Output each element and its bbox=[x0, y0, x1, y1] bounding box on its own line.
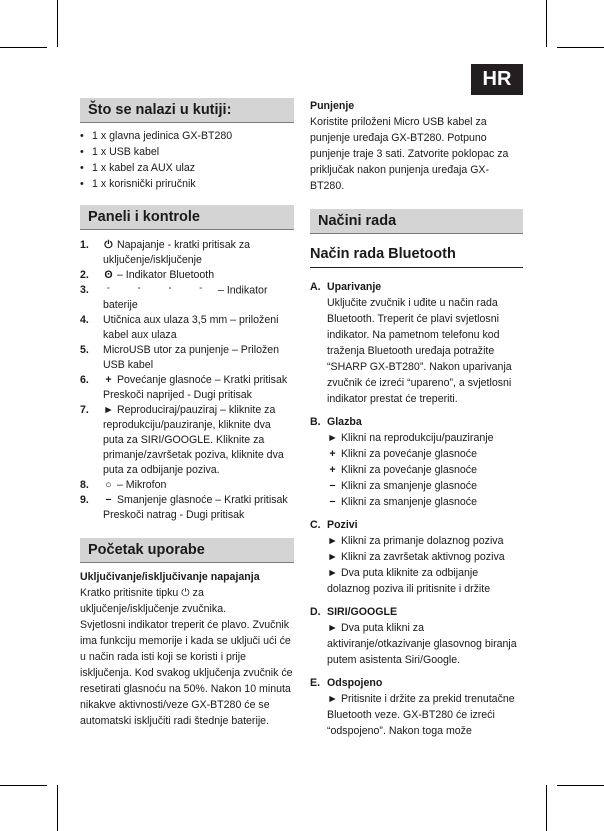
action-text: Klikni na reprodukciju/pauziranje bbox=[340, 432, 494, 444]
action-icon: + bbox=[329, 464, 336, 476]
music-list bbox=[327, 430, 523, 510]
box-item: • 1 x USB kabel bbox=[80, 144, 294, 160]
left-column bbox=[80, 98, 294, 729]
action-icon: ► bbox=[327, 432, 338, 444]
music-title: Glazba bbox=[327, 416, 362, 428]
charging-title: Punjenje bbox=[310, 100, 355, 112]
panel-item bbox=[80, 403, 294, 478]
action-row bbox=[327, 494, 523, 510]
action-icon: ► bbox=[327, 551, 338, 563]
calls-list bbox=[327, 533, 523, 597]
action-icon: − bbox=[329, 496, 336, 508]
control-icon: − bbox=[105, 494, 112, 507]
action-row bbox=[327, 462, 523, 478]
siri-title: SIRI/GOOGLE bbox=[327, 606, 398, 618]
panel-item-text: Napajanje - kratki pritisak za uključenje/isključenje bbox=[103, 239, 251, 266]
panel-item-text: – Mikrofon bbox=[116, 479, 167, 492]
panel-item bbox=[80, 478, 294, 493]
panel-item-number: 8. bbox=[80, 479, 89, 492]
charging-text: Koristite priloženi Micro USB kabel za punjenje uređaja GX-BT280. Potpuno punjenje traje 3 sati. Zatvorite poklopac za priključak nakon punjenja uređaja GX-BT280. bbox=[310, 116, 509, 192]
panels-heading: Paneli i kontrole bbox=[80, 205, 294, 230]
box-contents-list bbox=[80, 128, 294, 192]
modes-heading: Načini rada bbox=[310, 209, 523, 234]
battery-leds-icon: ° ° ° ° bbox=[107, 287, 216, 294]
pairing-text: Uključite zvučnik i uđite u način rada Bluetooth. Treperit će plavi svjetlosni indikator. Na pametnom telefonu kod traženja Bluetooth uređaja potražite “SHARP GX-BT280”. Nakon uparivanja zvučnik će izreći “upareno”, a svjetlosni indikator prestat će treperiti. bbox=[327, 297, 512, 405]
panel-item-text: – Indikator Bluetooth bbox=[116, 269, 215, 281]
box-item: • 1 x glavna jedinica GX-BT280 bbox=[80, 128, 294, 144]
box-contents-heading: Što se nalazi u kutiji: bbox=[80, 98, 294, 123]
crop-mark bbox=[57, 785, 58, 831]
control-icon: ○ bbox=[105, 479, 112, 492]
crop-mark bbox=[557, 47, 604, 48]
panels-list bbox=[80, 238, 294, 523]
section-music: B. Glazba ► Klikni na reprodukciju/pauziranje + Klikni za povećanje glasnoće + Klikni za povećanje glasnoće − Klikni za smanjenje glasnoće − Klikni za smanjenje glasnoće bbox=[310, 414, 523, 510]
action-icon: − bbox=[329, 480, 336, 492]
action-text: Dva puta kliknite za odbijanje dolaznog poziva ili pritisnite i držite bbox=[327, 567, 491, 595]
crop-mark bbox=[546, 785, 547, 831]
action-row bbox=[327, 446, 523, 462]
section-pairing: A. Uparivanje Uključite zvučnik i uđite u način rada Bluetooth. Treperit će plavi svjetlosni indikator. Na pametnom telefonu kod traženja Bluetooth uređaja potražite “SHARP GX-BT280”. Nakon uparivanja zvučnik će izreći “upareno”, a svjetlosni indikator prestat će treperiti. bbox=[310, 279, 523, 407]
panel-item bbox=[80, 268, 294, 283]
power-title: Uključivanje/isključivanje napajanja bbox=[80, 571, 260, 584]
action-row bbox=[327, 549, 523, 565]
panel-item-number: 2. bbox=[80, 269, 89, 281]
action-text: Klikni za povećanje glasnoće bbox=[340, 448, 477, 460]
panel-item bbox=[80, 493, 294, 523]
panel-item-text: Utičnica aux ulaza 3,5 mm – priloženi kabel aux ulaza bbox=[103, 314, 279, 342]
crop-mark bbox=[0, 785, 47, 786]
panel-item-text: MicroUSB utor za punjenje – Priložen USB kabel bbox=[103, 344, 280, 372]
control-icon: + bbox=[105, 374, 112, 387]
crop-mark bbox=[557, 785, 604, 786]
disconnect-title: Odspojeno bbox=[327, 677, 383, 689]
pairing-title: Uparivanje bbox=[327, 281, 382, 293]
panel-item bbox=[80, 283, 294, 313]
action-icon: + bbox=[329, 448, 336, 460]
control-icon: ► bbox=[103, 404, 114, 417]
crop-mark bbox=[57, 0, 58, 47]
action-icon: ► bbox=[327, 567, 338, 579]
panel-item bbox=[80, 343, 294, 373]
panel-item bbox=[80, 238, 294, 268]
crop-mark bbox=[0, 47, 47, 48]
action-text: Klikni za povećanje glasnoće bbox=[340, 464, 477, 476]
disconnect-text: ► Pritisnite i držite za prekid trenutačne Bluetooth veze. GX-BT280 će izreći “odspojeno”. Nakon toga može bbox=[327, 693, 515, 737]
power-icon: ⏻ bbox=[181, 587, 190, 600]
panel-item-text: Povećanje glasnoće – Kratki pritisak Preskoči naprijed - Dugi pritisak bbox=[103, 374, 288, 402]
box-item: • 1 x kabel za AUX ulaz bbox=[80, 160, 294, 176]
language-badge: HR bbox=[471, 64, 523, 95]
panel-item bbox=[80, 373, 294, 403]
panel-item-number: 4. bbox=[80, 314, 89, 327]
section-calls: C. Pozivi ► Klikni za primanje dolaznog poziva ► Klikni za završetak aktivnog poziva ► Dva puta kliknite za odbijanje dolaznog poziva ili pritisnite i držite bbox=[310, 517, 523, 597]
panel-item-number: 1. bbox=[80, 239, 89, 251]
action-row bbox=[327, 478, 523, 494]
section-disconnect: E. Odspojeno ► Pritisnite i držite za prekid trenutačne Bluetooth veze. GX-BT280 će izreći “odspojeno”. Nakon toga može bbox=[310, 675, 523, 739]
siri-text: ► Dva puta klikni za aktiviranje/otkazivanje glasovnog biranja putem asistenta Siri/Google. bbox=[327, 622, 517, 666]
crop-mark bbox=[546, 0, 547, 47]
panel-item-text: – Indikator baterije bbox=[103, 284, 268, 312]
panel-item-number: 3. bbox=[80, 284, 89, 296]
action-row bbox=[327, 430, 523, 446]
action-icon: ► bbox=[327, 535, 338, 547]
action-text: Klikni za završetak aktivnog poziva bbox=[340, 551, 505, 563]
box-item: • 1 x korisnički priručnik bbox=[80, 176, 294, 192]
panel-item-number: 9. bbox=[80, 494, 89, 507]
action-text: Klikni za smanjenje glasnoće bbox=[340, 496, 477, 508]
power-details: Svjetlosni indikator treperit će plavo. Zvučnik ima funkciju memorije i kada se uključi ući će u način rada isti koji se koristi i prije isključenja. Kod svakog uključenja zvučnik će resetirati glasnoću na 50%. Nakon 10 minuta nikakve aktivnosti/veze GX-BT280 će se automatski isključiti radi štednje baterije. bbox=[80, 619, 293, 728]
play-icon: ► bbox=[327, 693, 338, 705]
section-siri: D. SIRI/GOOGLE ► Dva puta klikni za aktiviranje/otkazivanje glasovnog biranja putem asistenta Siri/Google. bbox=[310, 604, 523, 668]
action-row bbox=[327, 565, 523, 597]
panel-item-number: 7. bbox=[80, 404, 89, 417]
right-column bbox=[310, 98, 523, 739]
panel-item bbox=[80, 313, 294, 343]
play-icon: ► bbox=[327, 622, 338, 634]
panel-item-text: Smanjenje glasnoće – Kratki pritisak Preskoči natrag - Dugi pritisak bbox=[103, 494, 288, 522]
action-text: Klikni za primanje dolaznog poziva bbox=[340, 535, 504, 547]
power-text: Kratko pritisnite tipku ⏻ za uključenje/isključenje zvučnika. bbox=[80, 587, 227, 616]
panel-item-number: 6. bbox=[80, 374, 89, 387]
bluetooth-mode-title: Način rada Bluetooth bbox=[310, 244, 523, 268]
action-text: Klikni za smanjenje glasnoće bbox=[340, 480, 477, 492]
getting-started-heading: Početak uporabe bbox=[80, 538, 294, 563]
calls-title: Pozivi bbox=[327, 519, 358, 531]
action-row bbox=[327, 533, 523, 549]
panel-item-text: Reproduciraj/pauziraj – kliknite za reprodukciju/pauziranje, kliknite dva puta za SIRI/GOOGLE. Kliknite za primanje/završetak poziva, kliknite dva puta za odbijanje poziva. bbox=[103, 404, 284, 477]
control-icon: ⏻ bbox=[104, 239, 113, 251]
control-icon: ʘ bbox=[104, 269, 113, 281]
panel-item-number: 5. bbox=[80, 344, 89, 357]
